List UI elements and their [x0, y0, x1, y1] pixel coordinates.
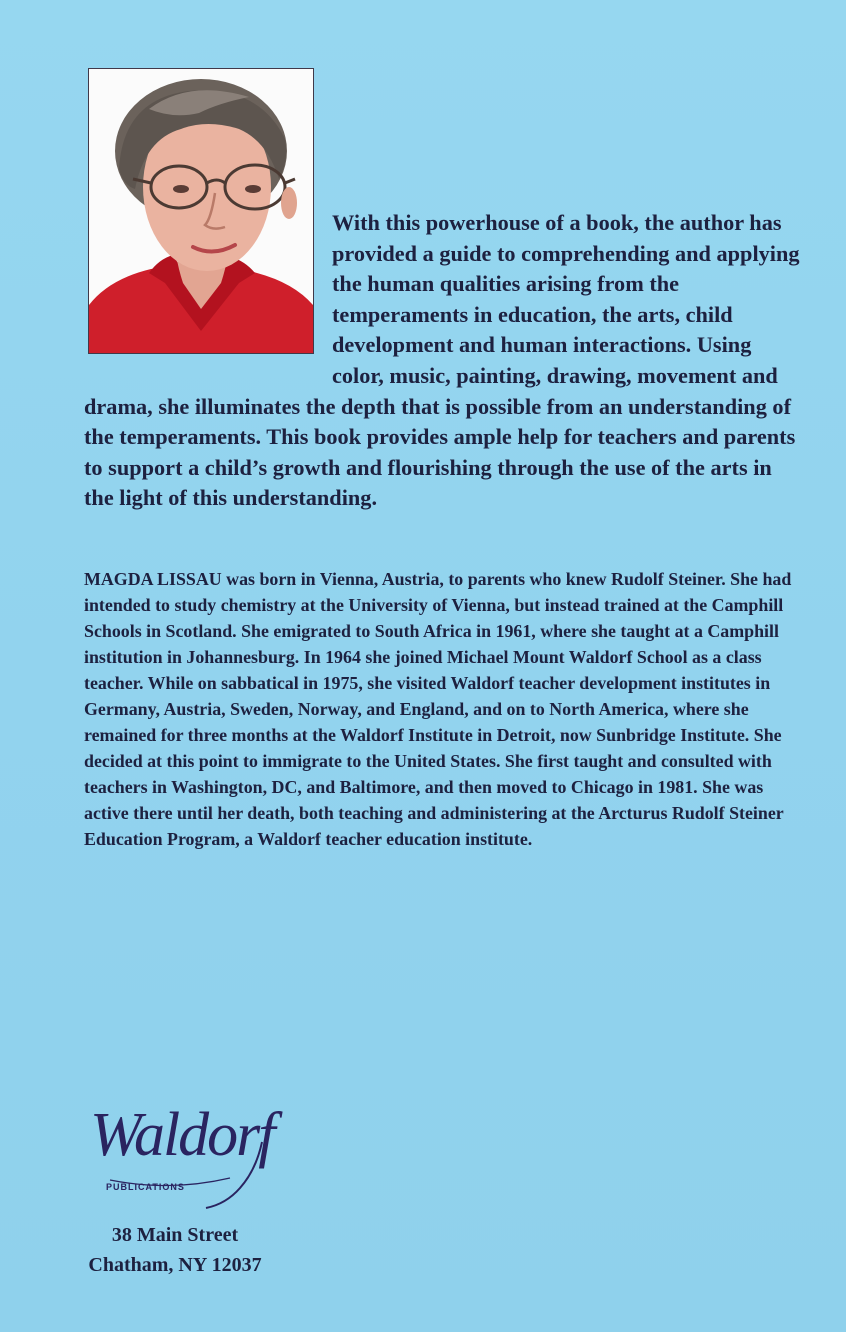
- address-street: 38 Main Street: [111, 1224, 239, 1246]
- photo-wrap-space: [84, 208, 332, 364]
- author-biography: MAGDA LISSAU was born in Vienna, Austria, to parents who knew Rudolf Steiner. She had intended to study chemistry at the University of Vienna, but instead trained at the Camphill Schools in Scotland. She emigrated to South Africa in 1961, where she taught at a Camphill institution in Johannesburg. In 1964 she joined Michael Mount Waldorf School as a class teacher. While on sabbatical in 1975, she visited Waldorf teacher development institutes in Germany, Austria, Sweden, Norway, and England, and on to North America, where she remained for three months at the Waldorf Institute in Detroit, now Sunbridge Institute. She decided at this point to immigrate to the United States. She first taught and consulted with teachers in Washington, DC, and Baltimore, and then moved to Chicago in 1981. She was active there until her death, both teaching and administering at the Arcturus Rudolf Steiner Education Program, a Waldorf teacher education institute.: [84, 569, 792, 849]
- publisher-logo-wordmark: Waldorf: [90, 1101, 274, 1169]
- logo-swash-icon: [80, 1100, 290, 1210]
- publisher-logo-subtitle: PUBLICATIONS: [106, 1182, 185, 1192]
- address-city: Chatham, NY 12037: [88, 1254, 262, 1276]
- book-blurb: [84, 208, 804, 514]
- publisher-logo: [80, 1100, 290, 1210]
- publisher-address: [55, 1220, 295, 1280]
- book-blurb-text: With this powerhouse of a book, the author has provided a guide to comprehending and applying the human qualities arising from the temperaments in education, the arts, child development and human interactions. Using color, music, painting, drawing, movement and drama, she illuminates the depth that is possible from an understanding of the temperaments. This book provides ample help for teachers and parents to support a child’s growth and flourishing through the use of the arts in the light of this understanding.: [84, 210, 800, 511]
